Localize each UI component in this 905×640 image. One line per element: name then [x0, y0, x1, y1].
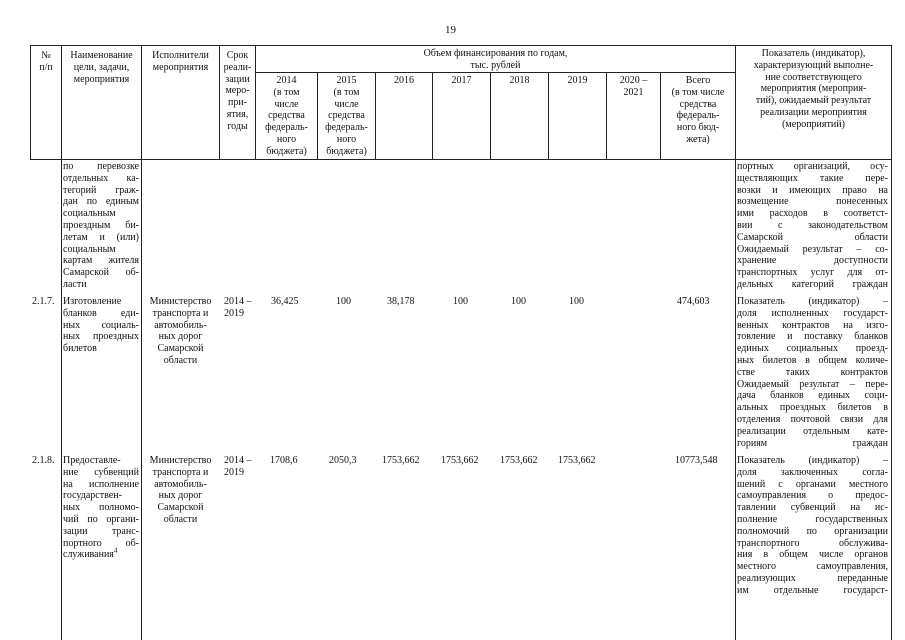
header-2016: 2016 [394, 75, 414, 86]
row-term: 2014 – 2019 [224, 455, 252, 478]
funding-subheader-line [255, 72, 735, 73]
header-total: Всего (в том числе средства федераль- ного бюд- жета) [671, 75, 725, 145]
value-total: 10773,548 [675, 455, 718, 466]
body-col-line [735, 160, 736, 640]
page-number: 19 [445, 24, 456, 36]
col-line [891, 45, 892, 160]
header-indicator: Показатель (индикатор), характеризующий выполне- ние соответствующего мероприятия (мероприя- тий), ожидаемый результат реализации мероприятия (мероприятий) [753, 48, 874, 130]
cont-name: по перевозке отдельных ка- тегорий граж- дан по единым социальным проездным би- летам и (или) социальным картам жителя Самарской об- ласти [63, 161, 139, 290]
row-name: Изготовление бланков еди- ных социаль- ных проездных билетов [63, 296, 139, 355]
header-2020-2021: 2020 – 2021 [619, 75, 648, 98]
row-name [63, 455, 139, 561]
row-name-text: Предоставле- ние субвенций на исполнение государствен- ных полномо- чий по органи- зации транс- портного об- служивания [63, 455, 139, 561]
value-2014: 1708,6 [270, 455, 298, 466]
header-top-border [30, 45, 892, 46]
value-2015: 100 [336, 296, 351, 307]
value-2014: 36,425 [271, 296, 299, 307]
footnote-marker: 4 [113, 547, 118, 556]
row-indicator: Показатель (индикатор) – доля заключенных согла- шений с органами местного самоуправления о предос- тавлении субвенций на ис- полнение государственных полномочий по организации транспортного обслужива- ния в общем числе органов местного самоуправления, реализующих переданные им отдельные государст- [737, 455, 888, 596]
value-2019: 100 [569, 296, 584, 307]
value-2016: 38,178 [387, 296, 415, 307]
row-indicator: Показатель (индикатор) – доля исполненных государст- венных контрактов на изго- товление и поставку бланков единых социальных проезд- ных билетов в общем количе- стве таких контрактов Ожидаемый результат – пере- дача бланков единых соци- альных проездных билетов в отделения почтовой связи для реализации отдельным кате- гориям граждан [737, 296, 888, 449]
value-2018: 100 [511, 296, 526, 307]
value-2017: 1753,662 [441, 455, 479, 466]
row-number: 2.1.8. [32, 455, 55, 466]
body-col-line [141, 160, 142, 640]
header-2017: 2017 [451, 75, 472, 86]
value-total: 474,603 [677, 296, 710, 307]
body-col-line [891, 160, 892, 640]
value-2016: 1753,662 [382, 455, 420, 466]
row-number: 2.1.7. [32, 296, 55, 307]
header-funding: Объем финансирования по годам, тыс. рублей [423, 48, 568, 71]
value-2015: 2050,3 [329, 455, 357, 466]
cont-indicator: портных организаций, осу- ществляющих такие пере- возки и имеющих право на возмещение понесенных ими расходов в соответст- вии с законодательством Самарской области Ожидаемый результат – со- хранение доступности транспортных услуг для от- дельных категорий граждан [737, 161, 888, 290]
header-name: Наименование цели, задачи, мероприятия [70, 50, 133, 85]
row-term: 2014 – 2019 [224, 296, 252, 319]
header-term: Срок реали- зации меро- при- ятия, годы [223, 50, 252, 132]
value-2017: 100 [453, 296, 468, 307]
row-executor: Министерство транспорта и автомобиль- ных дорог Самарской области [149, 296, 212, 366]
header-2018: 2018 [509, 75, 530, 86]
value-2019: 1753,662 [558, 455, 596, 466]
header-2019: 2019 [567, 75, 588, 86]
header-2015: 2015 (в том числе средства федераль- ного бюджета) [325, 75, 368, 157]
row-executor: Министерство транспорта и автомобиль- ных дорог Самарской области [149, 455, 212, 525]
header-executors: Исполнители мероприятия [152, 50, 209, 73]
table-header [30, 45, 892, 160]
header-no: № п/п [39, 50, 53, 73]
header-2014: 2014 (в том числе средства федераль- ного бюджета) [265, 75, 308, 157]
header-bottom-border [30, 159, 892, 160]
body-col-line [61, 160, 62, 640]
value-2018: 1753,662 [500, 455, 538, 466]
